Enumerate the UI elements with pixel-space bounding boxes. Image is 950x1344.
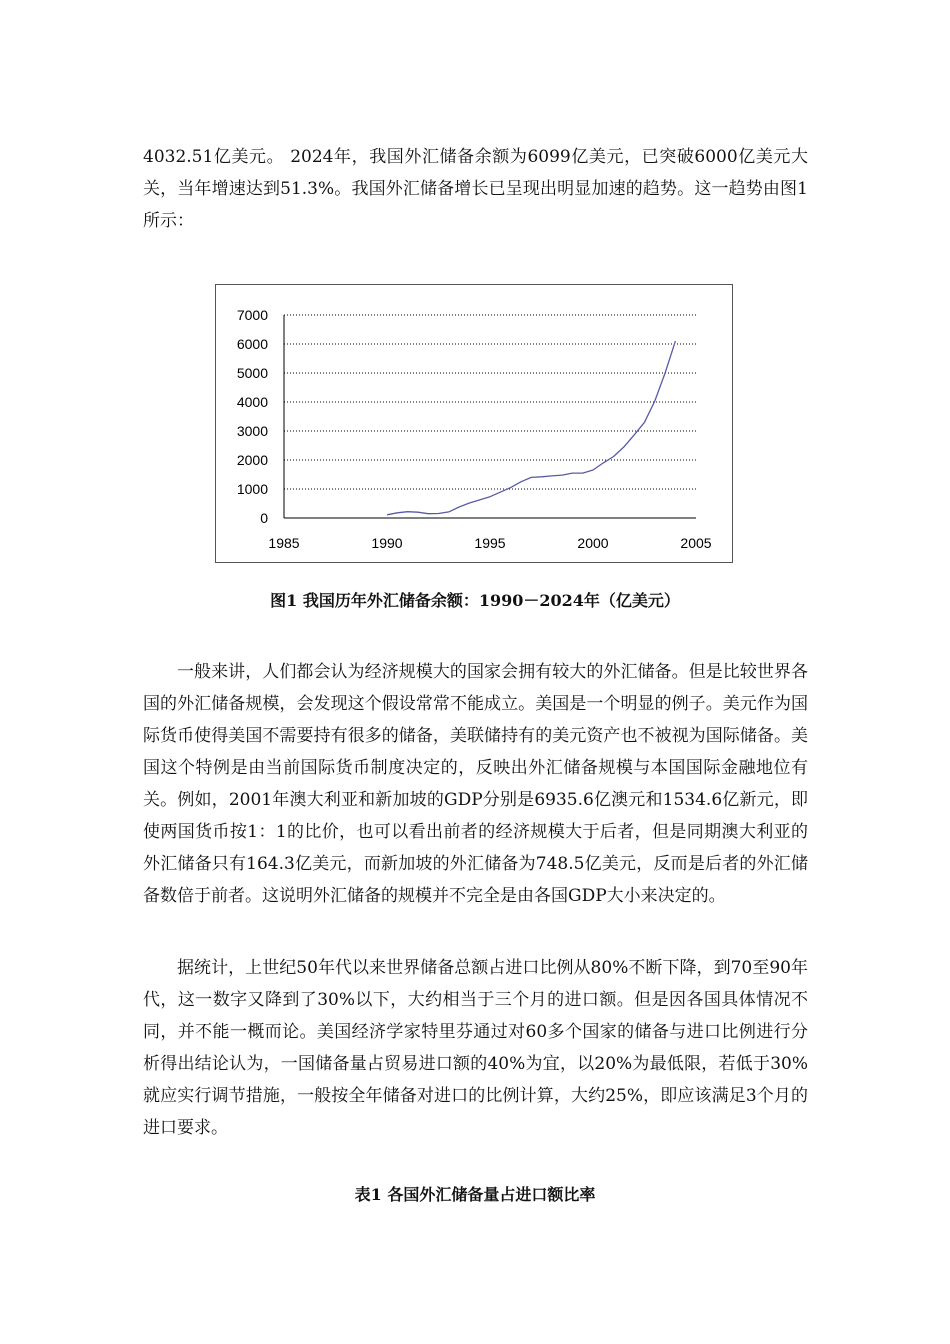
y-tick-label: 3000 (236, 423, 268, 439)
x-tick-label: 1995 (474, 535, 506, 551)
y-tick-label: 4000 (236, 394, 268, 410)
figure-caption: 图1 我国历年外汇储备余额：1990－2024年（亿美元） (270, 591, 680, 610)
table-caption: 表1 各国外汇储备量占进口额比率 (354, 1185, 596, 1204)
x-tick-label: 2000 (577, 535, 609, 551)
reserve-line-chart (216, 285, 732, 562)
y-tick-label: 5000 (236, 365, 268, 381)
y-tick-label: 2000 (236, 452, 268, 468)
body-paragraph-1: 一般来讲，人们都会认为经济规模大的国家会拥有较大的外汇储备。但是比较世界各国的外汇储备规模，会发现这个假设常常不能成立。美国是一个明显的例子。美元作为国际货币使得美国不需要持有很多的储备，美联储持有的美元资产也不被视为国际储备。美国这个特例是由当前国际货币制度决定的，反映出外汇储备规模与本国国际金融地位有关。例如，2001年澳大利亚和新加坡的GDP分别是6935.6亿澳元和1534.6亿新元，即使两国货币按1：1的比价，也可以看出前者的经济规模大于后者，但是同期澳大利亚的外汇储备只有164.3亿美元，而新加坡的外汇储备为748.5亿美元，反而是后者的外汇储备数倍于前者。这说明外汇储备的规模并不完全是由各国GDP大小来决定的。 (143, 662, 808, 906)
y-tick-label: 7000 (236, 307, 268, 323)
x-tick-label: 2005 (680, 535, 712, 551)
x-tick-label: 1985 (268, 535, 300, 551)
intro-paragraph: 4032.51亿美元。 2024年，我国外汇储备余额为6099亿美元，已突破6000亿美元大关，当年增速达到51.3%。我国外汇储备增长已呈现出明显加速的趋势。这一趋势由图1所示： (143, 147, 808, 231)
x-tick-label: 1990 (371, 535, 403, 551)
figure-1-chart-frame (215, 284, 733, 563)
y-tick-label: 1000 (236, 481, 268, 497)
body-paragraph-2: 据统计，上世纪50年代以来世界储备总额占进口比例从80%不断下降，到70至90年代，这一数字又降到了30%以下，大约相当于三个月的进口额。但是因各国具体情况不同，并不能一概而论。美国经济学家特里芬通过对60多个国家的储备与进口比例进行分析得出结论认为，一国储备量占贸易进口额的40%为宜，以20%为最低限，若低于30%就应实行调节措施，一般按全年储备对进口的比例计算，大约25%，即应该满足3个月的进口要求。 (143, 958, 808, 1138)
y-tick-label: 6000 (236, 336, 268, 352)
y-tick-label: 0 (260, 510, 268, 526)
